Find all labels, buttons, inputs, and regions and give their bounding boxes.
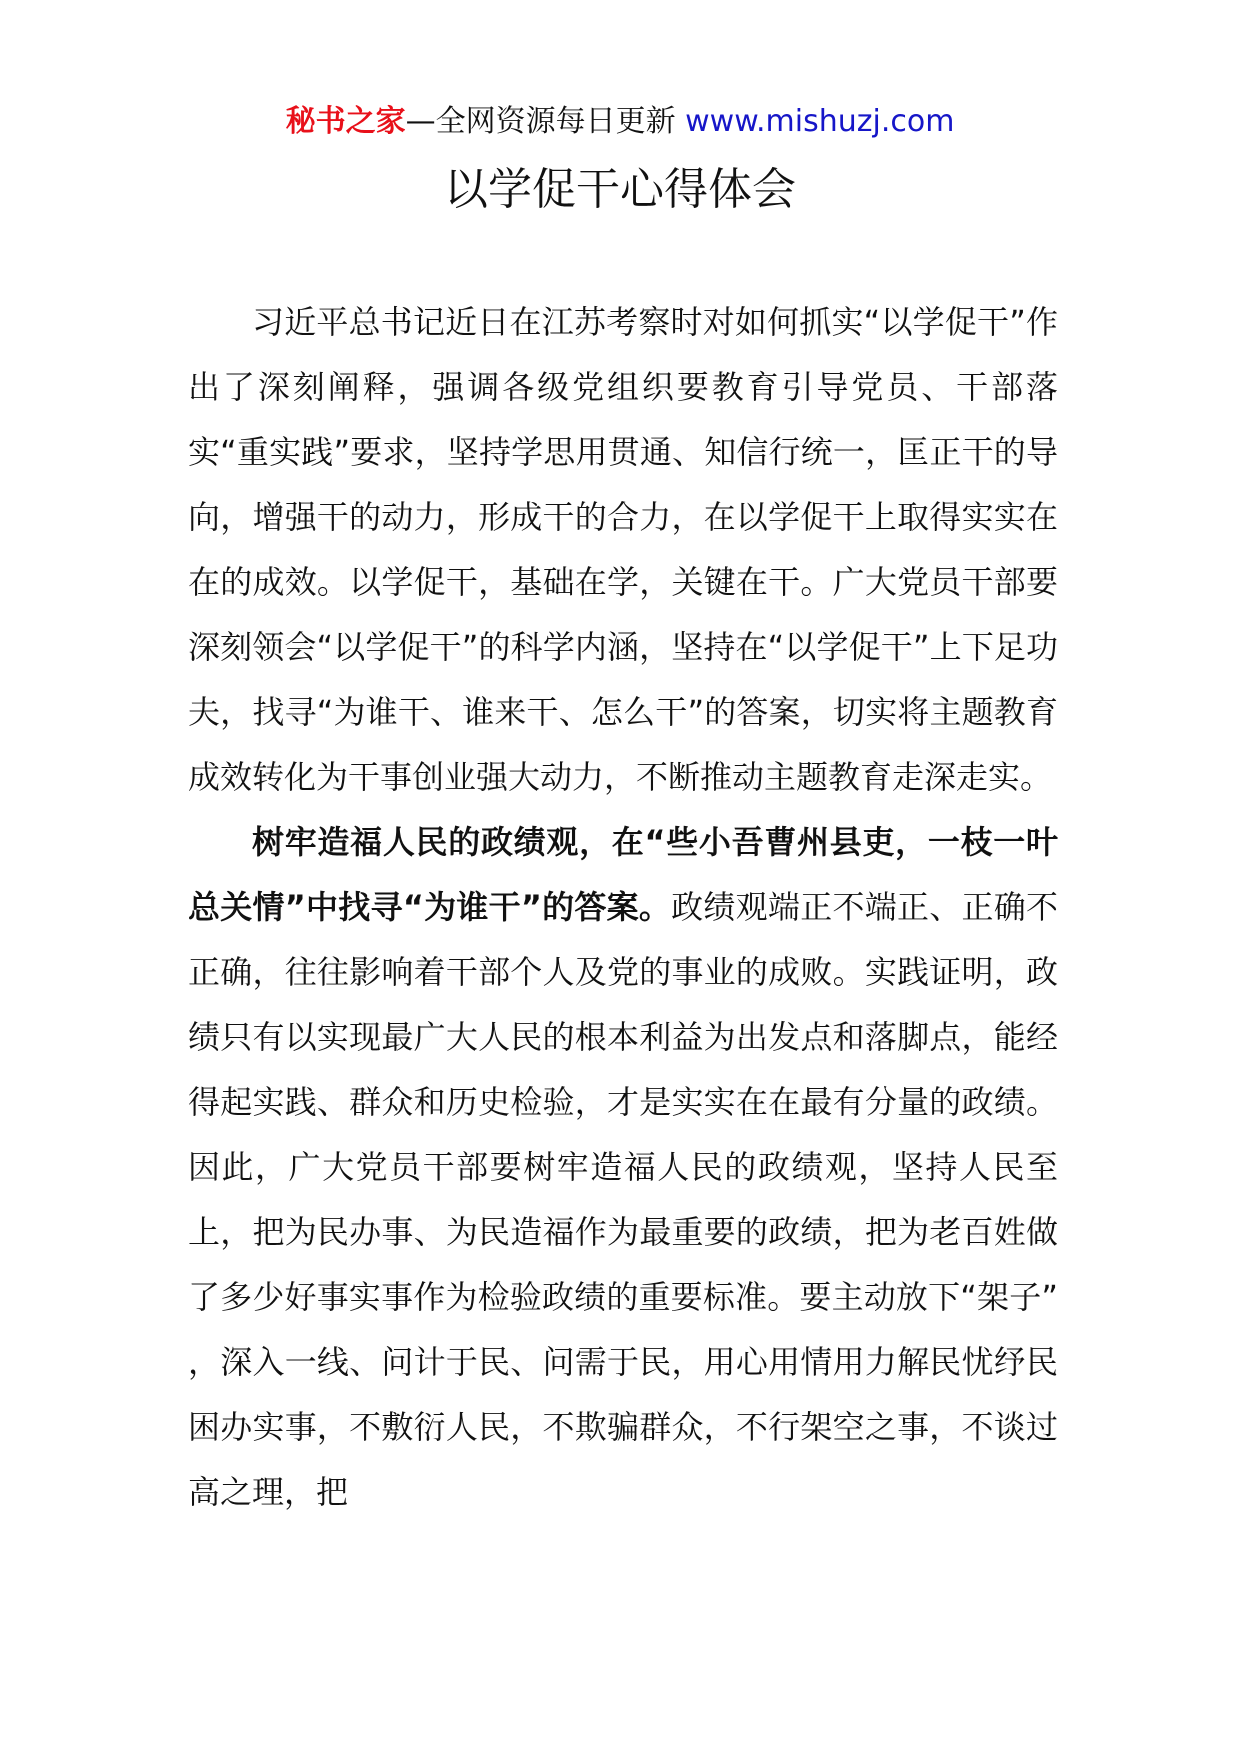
paragraph-2 [188, 810, 1058, 1525]
document-body [188, 290, 1058, 1525]
paragraph-1 [188, 290, 1058, 810]
document-title: 以学促干心得体会 [444, 164, 796, 215]
paragraph-1-text: 习近平总书记近日在江苏考察时对如何抓实“以学促干”作出了深刻阐释，强调各级党组织要教育引导党员、干部落实“重实践”要求，坚持学思用贯通、知信行统一，匡正干的导向，增强干的动力，形成干的合力，在以学促干上取得实实在在的成效。以学促干，基础在学，关键在干。广大党员干部要深刻领会“以学促干”的科学内涵，坚持在“以学促干”上下足功夫，找寻“为谁干、谁来干、怎么干”的答案，切实将主题教育成效转化为干事创业强大动力，不断推动主题教育走深走实。 [188, 303, 1058, 796]
paragraph-2-text: 政绩观端正不端正、正确不正确，往往影响着干部个人及党的事业的成败。实践证明，政绩只有以实现最广大人民的根本利益为出发点和落脚点，能经得起实践、群众和历史检验，才是实实在在最有分量的政绩。因此，广大党员干部要树牢造福人民的政绩观，坚持人民至上，把为民办事、为民造福作为最重要的政绩，把为老百姓做了多少好事实事作为检验政绩的重要标准。要主动放下“架子” ，深入一线、问计于民、问需于民，用心用情用力解民忧纾民困办实事，不敷衍人民，不欺骗群众，不行架空之事，不谈过高之理，把 [188, 888, 1058, 1511]
site-url: www.mishuzj.com [685, 104, 955, 139]
paragraph-2-lead: 树牢造福人民的政绩观，在“些小吾曹州县吏，一枝一叶总关情”中找寻“为谁干”的答案。 [188, 823, 1058, 926]
brand-name: 秘书之家 [285, 104, 406, 139]
header-tagline: —全网资源每日更新 [405, 104, 686, 139]
site-header [0, 102, 1240, 142]
